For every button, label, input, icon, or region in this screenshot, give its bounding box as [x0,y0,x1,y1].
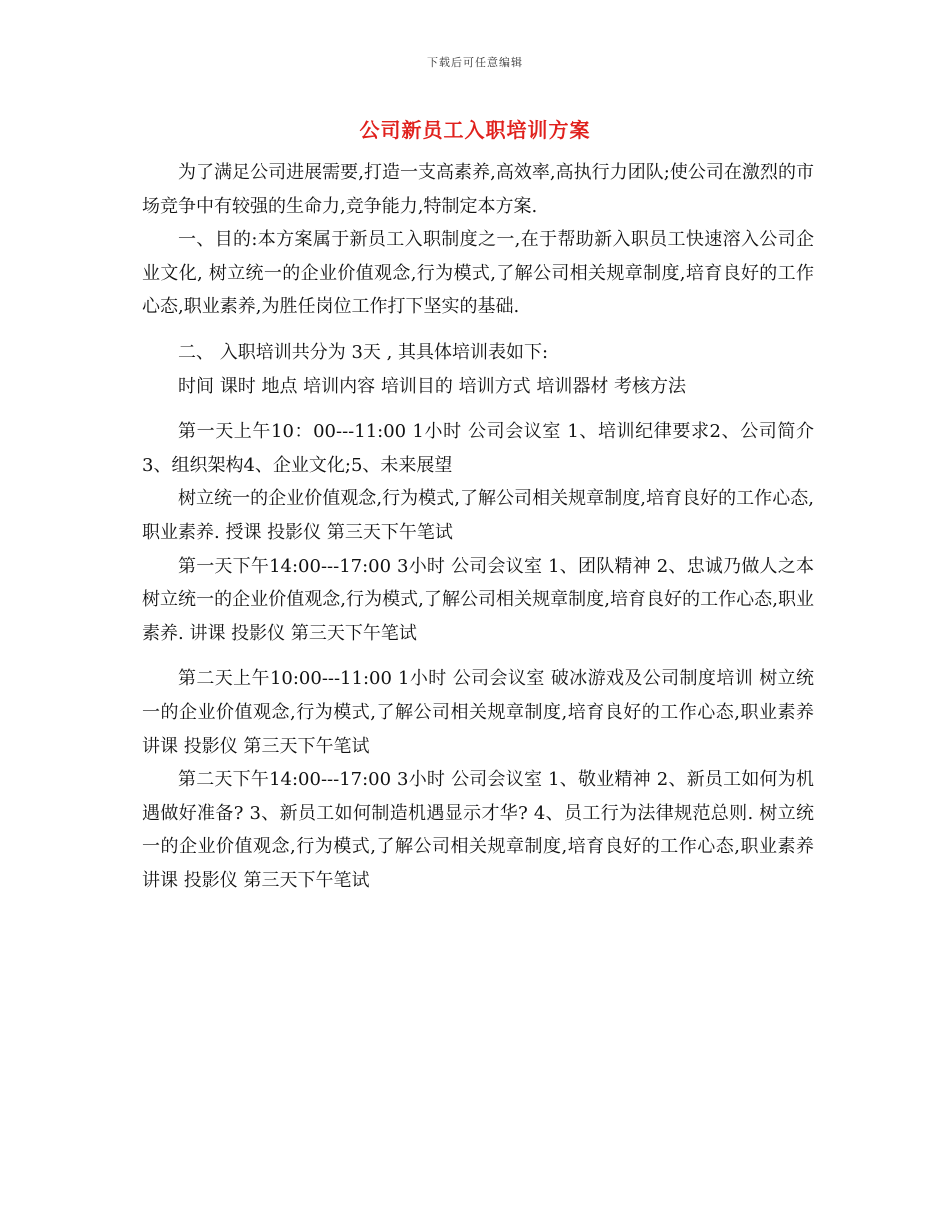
paragraph-schedule-intro: 二、 入职培训共分为 3天 , 其具体培训表如下: [178,341,549,363]
header-note: 下载后可任意编辑 [427,56,523,69]
paragraph-day1-afternoon: 第一天下午14:00---17:00 3小时 公司会议室 1、团队精神 2、忠诚乃做人之本 树立统一的企业价值观念,行为模式,了解公司相关规章制度,培育良好的工作心态,职业素养. 讲课 投影仪 第三天下午笔试 [142,555,814,644]
paragraph-day1-morning-detail: 树立统一的企业价值观念,行为模式,了解公司相关规章制度,培育良好的工作心态,职业素养. 授课 投影仪 第三天下午笔试 [142,488,814,543]
document-body [142,156,814,897]
paragraph-day2-afternoon: 第二天下午14:00---17:00 3小时 公司会议室 1、敬业精神 2、新员工如何为机遇做好准备? 3、新员工如何制造机遇显示才华? 4、员工行为法律规范总则. 树立统一的企业价值观念,行为模式,了解公司相关规章制度,培育良好的工作心态,职业素养 讲课 投影仪 第三天下午笔试 [142,769,814,891]
paragraph-purpose: 一、目的:本方案属于新员工入职制度之一,在于帮助新入职员工快速溶入公司企业文化, 树立统一的企业价值观念,行为模式,了解公司相关规章制度,培育良好的工作心态,职业素养,为胜任岗位工作打下坚实的基础. [142,229,814,318]
paragraph-intro: 为了满足公司进展需要,打造一支高素养,高效率,高执行力团队;使公司在激烈的市场竞争中有较强的生命力,竞争能力,特制定本方案. [142,162,814,217]
paragraph-day1-morning: 第一天上午10：00---11:00 1小时 公司会议室 1、培训纪律要求2、公司简介3、组织架构4、企业文化;5、未来展望 [142,421,814,476]
paragraph-table-header: 时间 课时 地点 培训内容 培训目的 培训方式 培训器材 考核方法 [178,375,687,397]
document-title: 公司新员工入职培训方案 [359,118,591,142]
paragraph-day2-morning: 第二天上午10:00---11:00 1小时 公司会议室 破冰游戏及公司制度培训 树立统一的企业价值观念,行为模式,了解公司相关规章制度,培育良好的工作心态,职业素养 讲课 投影仪 第三天下午笔试 [142,668,814,757]
